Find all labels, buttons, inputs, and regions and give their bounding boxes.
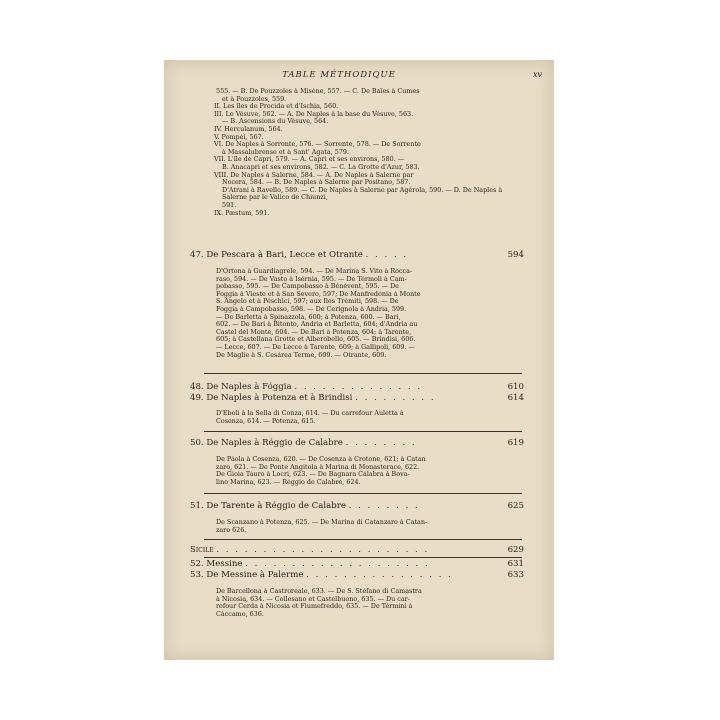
- subentry-line: pobasso, 595. — De Campobasso à Bénévent, 595. — De: [216, 283, 399, 291]
- toc-entry-label: 47. De Pescara à Bari, Lecce et Otrante: [190, 250, 363, 260]
- toc-entry-51: [190, 501, 524, 511]
- section-divider: [204, 431, 522, 432]
- section-divider: [204, 557, 522, 558]
- subentry-line: Castel del Monte, 604. — De Bari à Potenza, 604; à Tarente,: [216, 328, 412, 336]
- toc-entry-label: 53. De Messine à Palerme: [190, 570, 304, 580]
- leader-dots: . . . . . . . .: [348, 501, 420, 511]
- subentry-line: De Scanzano à Potenza, 625. — De Marina di Catanzaro à Catan-: [216, 519, 428, 526]
- toc-entry-label: Sicile: [190, 545, 214, 555]
- toc-entry-page: 610: [507, 382, 524, 392]
- subentry-line: D'Éboli à la Sella di Conza, 614. — Du carrefour Auletta à: [216, 410, 404, 417]
- subentry-line: zaro 626.: [216, 526, 247, 534]
- toc-entry-label: 49. De Naples à Potenza et à Brindisi: [190, 393, 353, 403]
- subentry-line: — De Barletta à Spinazzola, 600; à Potenza, 600. — Bari,: [216, 313, 401, 321]
- section-divider: [204, 493, 522, 494]
- subentry-line: De Gioia Táuro à Locri, 623. — De Bagnara Cálabra à Bova-: [216, 471, 410, 479]
- toc-entry-50: [190, 438, 524, 448]
- subentry-line: 602. — De Bari à Bitonto, Andria et Barletta, 604; d'Andria au: [216, 321, 418, 329]
- toc-entry-page: 625: [507, 501, 524, 511]
- subentry-line: lino Marina, 623. — Réggio de Calabre, 624.: [216, 478, 361, 486]
- book-page: [164, 60, 554, 660]
- toc-entry-page: 619: [507, 438, 524, 448]
- leader-dots: . . . . . . . . . . . . . . . . . . . . . . .: [216, 545, 430, 555]
- toc-entry-49: [190, 393, 524, 403]
- section-divider: [204, 373, 522, 374]
- toc-entry-page: 629: [507, 545, 524, 555]
- subentry-line: Nocera, 584. — B. De Naples à Salerne par Positano, 587.: [222, 179, 411, 187]
- subentry-line: et à Pouzzoles, 559.: [222, 95, 287, 103]
- section-divider: [204, 539, 522, 540]
- leader-dots: . . . . .: [365, 250, 409, 260]
- subentry-line: refour Cerda à Nicosia et Fiumefreddo, 635. — De Términi à: [216, 603, 413, 611]
- subentry-line: zaro, 621. — De Ponte Angitola à Marina di Monasterace, 622.: [216, 463, 420, 471]
- toc-entry-label: 48. De Naples à Fóggia: [190, 382, 292, 392]
- subentry-line: — Lecce, 607. — De Lecce à Tarente, 609; à Gallipoli, 609. —: [216, 343, 415, 351]
- subentry-line: 605; à Castellana Grotte et Alberobello, 605. — Brindisi, 606.: [216, 336, 416, 344]
- subentry-line: II. Les îles de Procida et d'Ischia, 560.: [214, 103, 339, 111]
- subentry-line: — B. Ascensions du Vésuve, 564.: [222, 118, 329, 126]
- section-50-subentries: [216, 456, 526, 486]
- subentry-line: V. Pompéi, 567.: [214, 133, 264, 141]
- subentry-line: IX. Pæstum, 591.: [214, 209, 270, 217]
- subentry-line: D'Ortona à Guardiagrele, 594. — De Marina S. Vito à Rocca-: [216, 268, 413, 275]
- leader-dots: . . . . . . . . . . . . . . . .: [306, 570, 453, 580]
- subentry-line: 555. — B. De Pouzzoles à Misène, 557. — C. De Baïes à Cumes: [216, 88, 420, 95]
- toc-entry-label: 50. De Naples à Réggio de Calabre: [190, 438, 343, 448]
- toc-entry-48: [190, 382, 524, 392]
- toc-entry-label: 52. Messine: [190, 559, 243, 569]
- running-header-page-number: xv: [532, 70, 542, 79]
- subentry-line: S. Angelo et à Péschici, 597; aux Iles Trémiti, 598. — De: [216, 298, 399, 306]
- subentry-line: De Páola à Cosenza, 620. — De Cosenza à Crotone, 621; à Catan: [216, 456, 426, 463]
- subentry-line: à Massalubrense et à Sant' Agata, 579.: [222, 148, 349, 156]
- toc-entry-page: 631: [507, 559, 524, 569]
- subentry-line: Cosenza, 614. — Potenza, 615.: [216, 417, 316, 425]
- toc-entry-page: 594: [507, 250, 524, 260]
- subentry-line: III. Le Vésuve, 562. — A. De Naples à la base du Vésuve, 563.: [214, 110, 414, 118]
- subentry-line: Foggia à Campobasso, 598. — De Cerignola à Andria, 599.: [216, 305, 407, 313]
- subentry-line: De Barcellona à Castroreale, 633. — De S. Stéfano di Camastra: [216, 588, 422, 595]
- leader-dots: . . . . . . . . . . . . . . . . . . . .: [245, 559, 430, 569]
- subentry-line: Foggia à Vieste et à San Severo, 597; De Manfredónia à Monte: [216, 290, 421, 298]
- section-46-subentries: [214, 88, 529, 217]
- toc-entry-53: [190, 570, 524, 580]
- section-47-subentries: [216, 268, 526, 359]
- subentry-line: De Maglie à S. Cesárea Terme, 609. — Otrante, 609.: [216, 351, 387, 359]
- leader-dots: . . . . . . . . .: [355, 393, 436, 403]
- subentry-line: IV. Herculanum, 564.: [214, 125, 283, 133]
- subentry-line: 591.: [222, 201, 237, 209]
- subentry-line: VIII. De Naples à Salerne, 584. — A. De Naples à Salerne par: [214, 171, 414, 179]
- subentry-line: Càccamo, 636.: [216, 610, 264, 618]
- toc-entry-label: 51. De Tarente à Réggio de Calabre: [190, 501, 346, 511]
- section-49-subentries: [216, 410, 526, 425]
- section-53-subentries: [216, 588, 526, 618]
- subentry-line: B. Anacapri et ses environs, 582. — C. La Grotte d'Azur, 583.: [222, 163, 420, 171]
- toc-entry-page: 614: [507, 393, 524, 403]
- leader-dots: . . . . . . . . . . . . . .: [294, 382, 423, 392]
- subentry-line: raso, 594. — De Vasto à Isérnia, 595. — De Térmoli à Cam-: [216, 275, 407, 283]
- leader-dots: . . . . . . . .: [345, 438, 417, 448]
- subentry-line: à Nicosia, 634. — Collesano et Castelbuono, 635. — Du car-: [216, 595, 410, 603]
- toc-entry-page: 633: [507, 570, 524, 580]
- toc-entry-sicile: [190, 545, 524, 555]
- section-51-subentries: [216, 519, 526, 534]
- toc-entry-52: [190, 559, 524, 569]
- subentry-line: VII. L'île de Capri, 579. — A. Capri et ses environs, 580. —: [214, 156, 405, 164]
- toc-entry-47: [190, 250, 524, 260]
- subentry-line: VI. De Naples à Sorrente, 576. — Sorrente, 578. — De Sorrente: [214, 141, 421, 149]
- running-header-title: TABLE MÉTHODIQUE: [282, 70, 396, 80]
- subentry-line: D'Atrani à Ravello, 589. — C. De Naples à Salerne par Agérola, 590. — D. De Naples à Salerne par le Valico de Chiunzi,: [222, 185, 503, 202]
